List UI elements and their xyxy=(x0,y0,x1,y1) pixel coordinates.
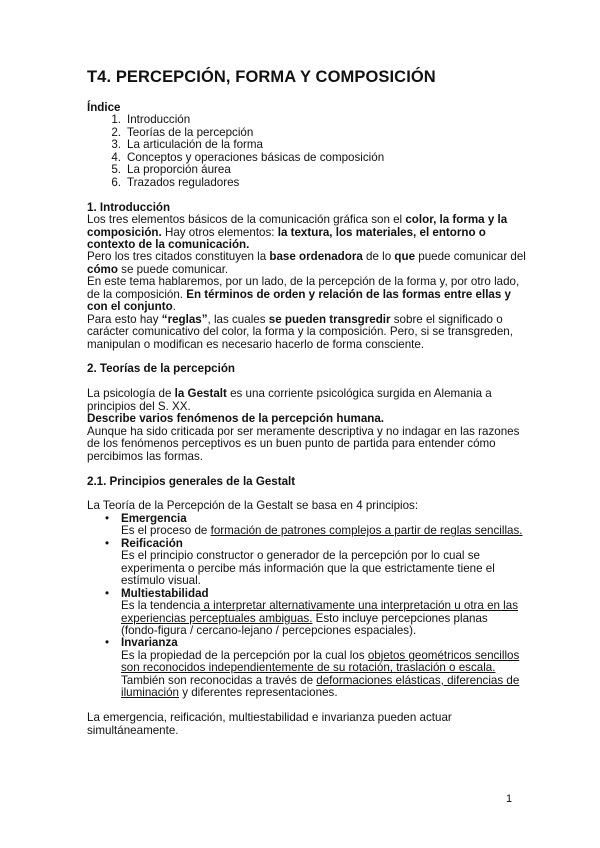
page-number: 1 xyxy=(506,793,513,805)
list-item xyxy=(87,588,527,638)
principle-description: Es la tendencia a interpretar alternativamente una interpretación u otra en las experiencias perceptuales ambiguas. Esto incluye percepciones planas (fondo-figura / cercano-lejano / percepciones espaciales). xyxy=(121,599,519,637)
list-item xyxy=(87,538,527,588)
paragraph-bold: Describe varios fenómenos de la percepción humana. xyxy=(87,412,385,426)
paragraph: Para esto hay “reglas”, las cuales se pueden transgredir sobre el significado o carácter comunicativo del color, la forma y la composición. Pero, si se transgreden, manipulan o modifican es necesario hacerlo de forma consciente. xyxy=(87,312,513,351)
index-heading: Índice xyxy=(87,101,121,114)
bullet: • xyxy=(105,511,110,525)
paragraph: Los tres elementos básicos de la comunicación gráfica son el color, la forma y la composición. Hay otros elementos: la textura, los materiales, el entorno o contexto de la comunicación. xyxy=(87,213,508,251)
bullet: • xyxy=(105,586,110,600)
bullet: • xyxy=(105,636,110,650)
index-item: 2. Teorías de la percepción xyxy=(111,125,254,139)
section-heading-gestalt: 2.1. Principios generales de la Gestalt xyxy=(87,474,296,488)
principle-name: Invarianza xyxy=(121,636,178,650)
section-heading-introduccion: 1. Introducción xyxy=(87,200,171,214)
principles-list xyxy=(87,513,527,700)
paragraph: La psicología de la Gestalt es una corriente psicológica surgida en Alemania a principios del S. XX. xyxy=(87,387,492,413)
principle-name: Reificación xyxy=(121,536,183,550)
principle-description: Es el proceso de formación de patrones complejos a partir de reglas sencillas. xyxy=(121,524,523,538)
list-item xyxy=(87,513,527,538)
index-item: 1. Introducción xyxy=(111,113,191,127)
index-item: 5. La proporción áurea xyxy=(111,163,231,177)
paragraph: La Teoría de la Percepción de la Gestalt se basa en 4 principios: xyxy=(87,499,419,513)
principle-name: Emergencia xyxy=(121,511,187,525)
document-body xyxy=(87,102,527,737)
index-item: 6. Trazados reguladores xyxy=(111,175,240,189)
index-item: 4. Conceptos y operaciones básicas de composición xyxy=(111,150,385,164)
index-item: 3. La articulación de la forma xyxy=(111,138,263,152)
principle-description: Es la propiedad de la percepción por la cual los objetos geométricos sencillos son reconocidos independientemente de su rotación, traslación o escala. También son reconocidas a través de deformaciones elásticas, diferencias de iluminación y diferentes representaciones. xyxy=(121,648,520,700)
principle-name: Multiestabilidad xyxy=(121,586,209,600)
list-item xyxy=(87,637,527,699)
bullet: • xyxy=(105,536,110,550)
paragraph: Aunque ha sido criticada por ser meramente descriptiva y no indagar en las razones de los fenómenos perceptivos es un buen punto de partida para entender cómo percibimos las formas. xyxy=(87,424,520,463)
index-list xyxy=(87,114,527,189)
paragraph: Pero los tres citados constituyen la base ordenadora de lo que puede comunicar del cómo se puede comunicar. xyxy=(87,250,526,276)
paragraph: La emergencia, reificación, multiestabilidad e invarianza pueden actuar simultáneamente. xyxy=(87,711,452,737)
principle-description: Es el principio constructor o generador de la percepción por lo cual se experimenta o percibe más información que la que estrictamente tiene el estímulo visual. xyxy=(121,549,495,588)
section-heading-teorias: 2. Teorías de la percepción xyxy=(87,362,235,376)
page-title: T4. PERCEPCIÓN, FORMA Y COMPOSICIÓN xyxy=(87,68,436,86)
paragraph: En este tema hablaremos, por un lado, de la percepción de la forma y, por otro lado, de la composición. En términos de orden y relación de las formas entre ellas y con el conjunto. xyxy=(87,275,520,314)
